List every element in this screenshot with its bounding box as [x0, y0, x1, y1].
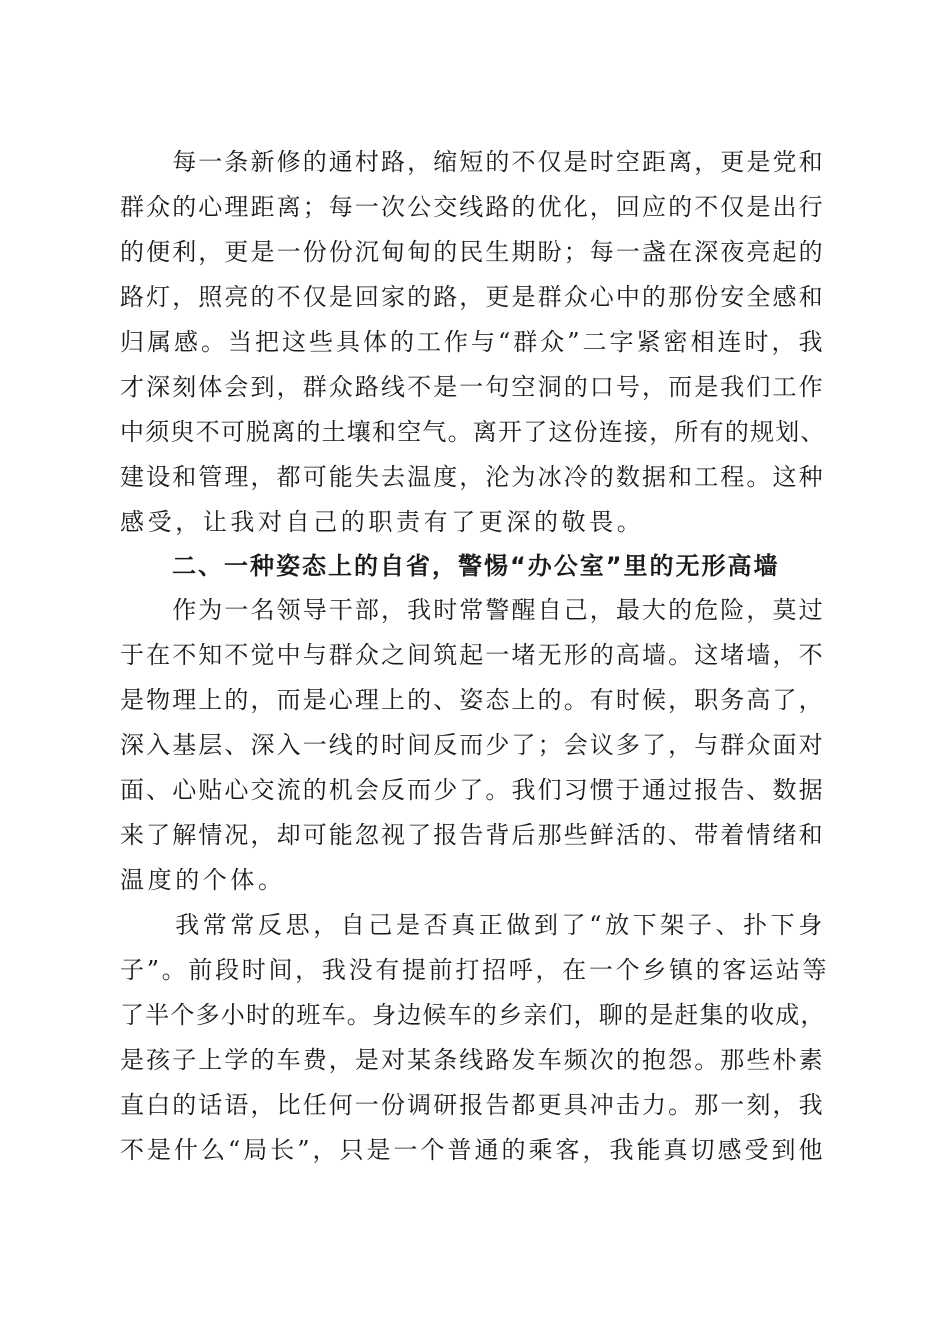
section-heading-2: 二、一种姿态上的自省，警惕“办公室”里的无形高墙 — [120, 552, 780, 580]
paragraph-3-line: 了半个多小时的班车。身边候车的乡亲们，聊的是赶集的收成， — [120, 1001, 826, 1029]
paragraph-2-line: 温度的个体。 — [120, 866, 286, 894]
paragraph-1-line: 中须臾不可脱离的土壤和空气。离开了这份连接，所有的规划、 — [120, 418, 826, 446]
paragraph-2-line: 作为一名领导干部，我时常警醒自己，最大的危险，莫过 — [120, 596, 825, 624]
paragraph-2-line: 于在不知不觉中与群众之间筑起一堵无形的高墙。这堵墙，不 — [120, 641, 825, 669]
paragraph-2-line: 面、心贴心交流的机会反而少了。我们习惯于通过报告、数据 — [120, 776, 825, 804]
paragraph-1-line: 建设和管理，都可能失去温度，沦为冰冷的数据和工程。这种 — [120, 463, 825, 491]
paragraph-3-line: 直白的话语，比任何一份调研报告都更具冲击力。那一刻，我 — [120, 1091, 825, 1119]
paragraph-2-line: 是物理上的，而是心理上的、姿态上的。有时候，职务高了， — [120, 686, 825, 714]
paragraph-2-line: 深入基层、深入一线的时间反而少了；会议多了，与群众面对 — [120, 731, 825, 759]
paragraph-3-line: 不是什么“局长”，只是一个普通的乘客，我能真切感受到他 — [120, 1136, 826, 1164]
paragraph-1-line: 每一条新修的通村路，缩短的不仅是时空距离，更是党和 — [120, 148, 825, 176]
paragraph-1-line: 路灯，照亮的不仅是回家的路，更是群众心中的那份安全感和 — [120, 283, 825, 311]
paragraph-1-line: 感受，让我对自己的职责有了更深的敬畏。 — [120, 508, 645, 536]
paragraph-3-line: 是孩子上学的车费，是对某条线路发车频次的抱怨。那些朴素 — [120, 1046, 825, 1074]
paragraph-1-line: 才深刻体会到，群众路线不是一句空洞的口号，而是我们工作 — [120, 373, 825, 401]
paragraph-1-line: 的便利，更是一份份沉甸甸的民生期盼；每一盏在深夜亮起的 — [120, 238, 825, 266]
paragraph-1-line: 归属感。当把这些具体的工作与“群众”二字紧密相连时，我 — [120, 328, 826, 356]
paragraph-2-line: 来了解情况，却可能忽视了报告背后那些鲜活的、带着情绪和 — [120, 821, 825, 849]
paragraph-3-line: 我常常反思，自己是否真正做到了“放下架子、扑下身 — [120, 911, 826, 939]
paragraph-1-line: 群众的心理距离；每一次公交线路的优化，回应的不仅是出行 — [120, 193, 825, 221]
paragraph-3-line: 子”。前段时间，我没有提前打招呼，在一个乡镇的客运站等 — [120, 956, 830, 984]
